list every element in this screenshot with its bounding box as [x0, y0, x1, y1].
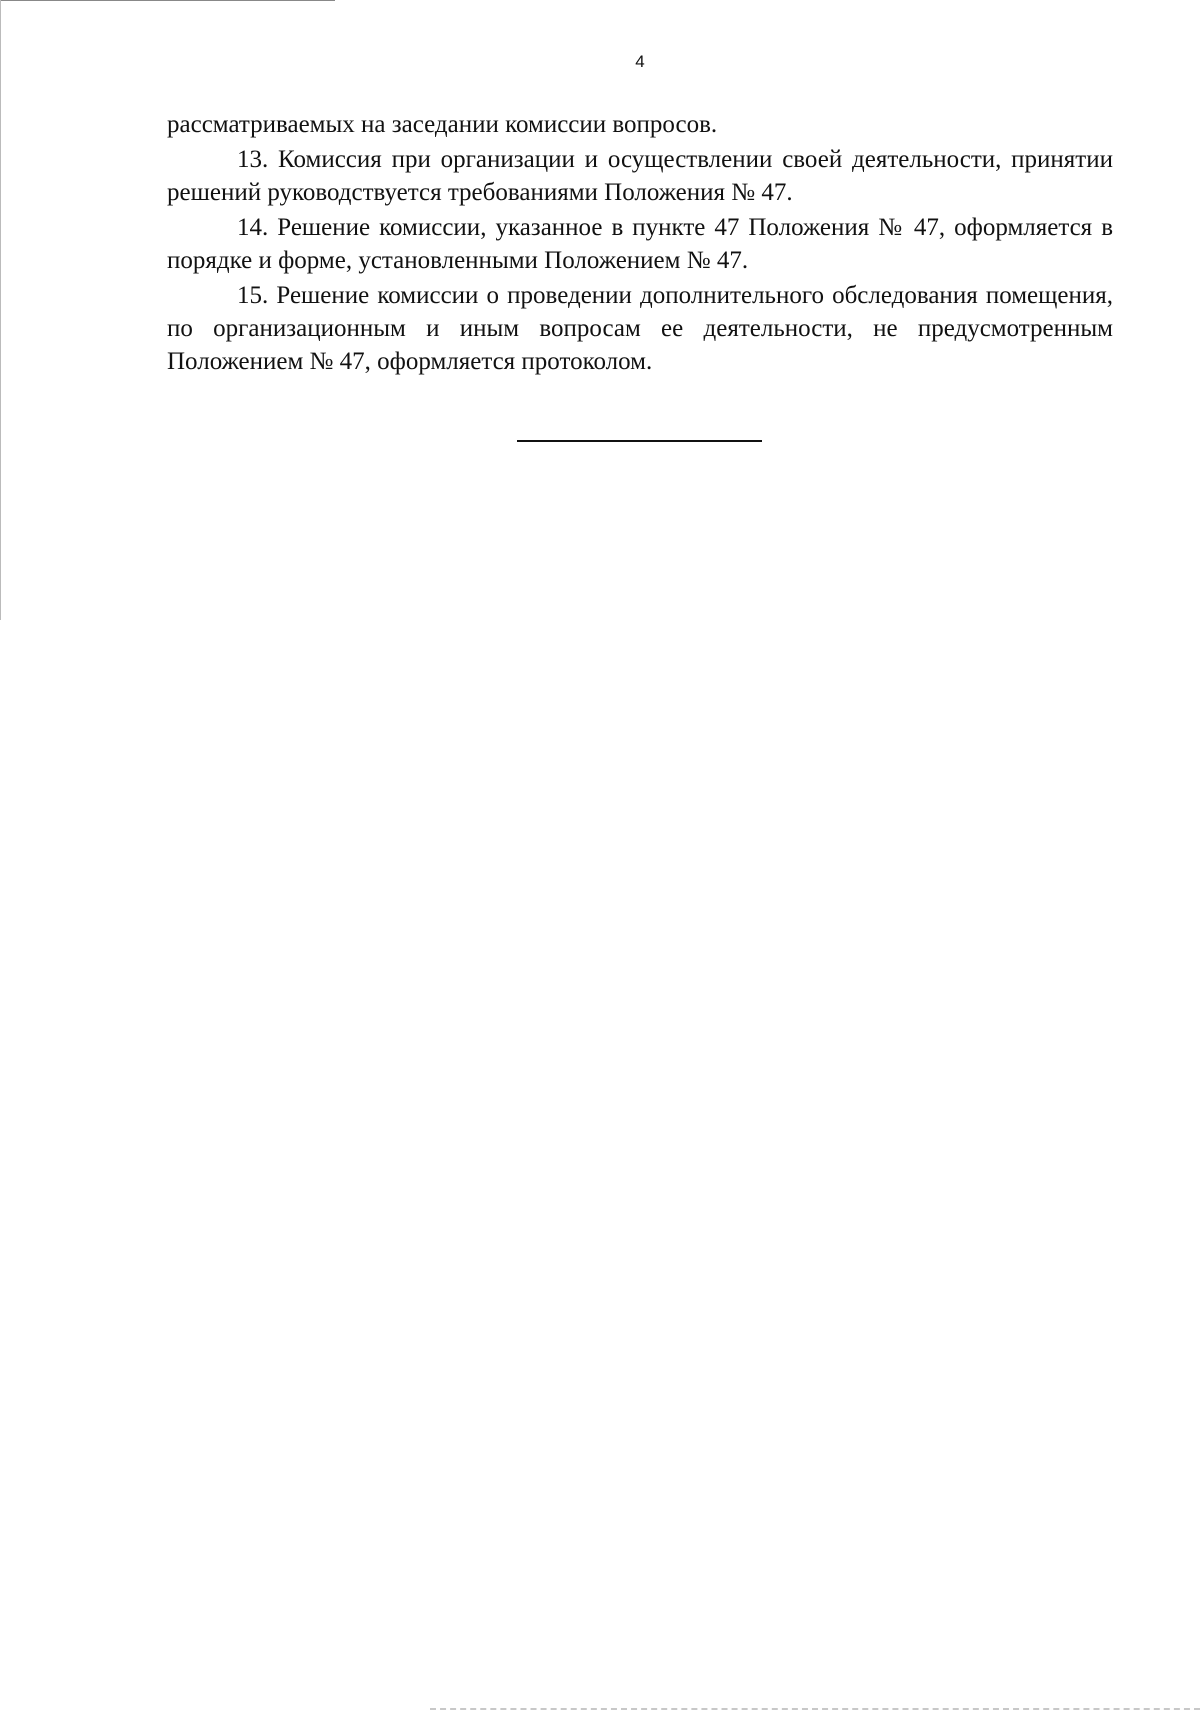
end-of-text-rule: [517, 440, 762, 442]
paragraph-13: 13. Комиссия при организации и осуществлении своей деятельности, принятии решений руководствуется требованиями Положения № 47.: [167, 146, 1113, 206]
scan-edge-bottom: [430, 1708, 1200, 1710]
scan-edge-top: [0, 0, 335, 1]
page-number: 4: [635, 52, 645, 71]
paragraph-15: 15. Решение комиссии о проведении дополнительного обследования помещения, по организационным и иным вопросам ее деятельности, не предусмотренным Положением № 47, оформляется протоколом.: [167, 282, 1113, 375]
paragraph-14: 14. Решение комиссии, указанное в пункте 47 Положения № 47, оформляется в порядке и форме, установленными Положением № 47.: [167, 214, 1113, 274]
document-body: [167, 108, 1113, 380]
scan-edge-left: [0, 0, 1, 620]
paragraph-continuation: рассматриваемых на заседании комиссии вопросов.: [167, 111, 718, 138]
